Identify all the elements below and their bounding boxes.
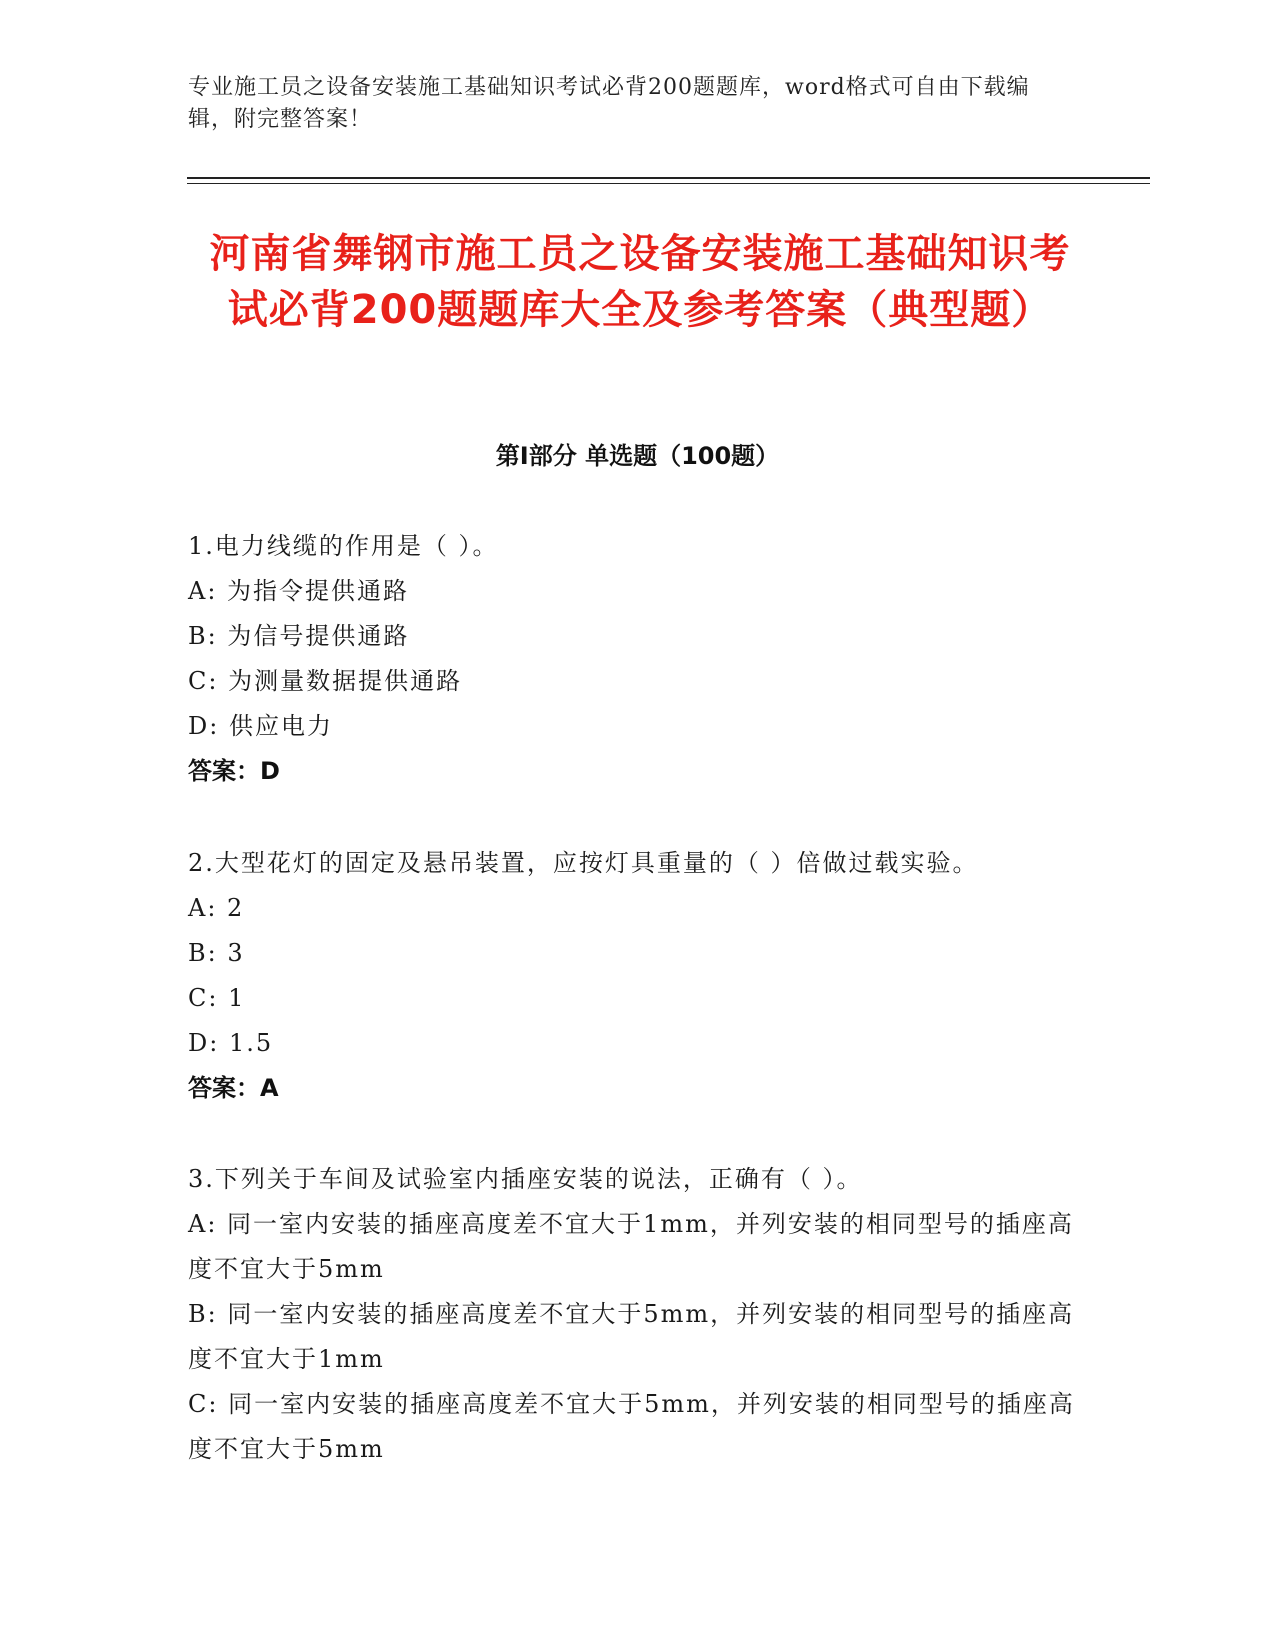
option-d: D: 1.5 bbox=[188, 1029, 274, 1057]
option-c: C: 1 bbox=[188, 984, 246, 1012]
answer-line: 答案：D bbox=[188, 757, 280, 785]
question-stem: 3.下列关于车间及试验室内插座安装的说法，正确有（ ）。 bbox=[188, 1165, 863, 1193]
option-c: C: 为测量数据提供通路 bbox=[188, 667, 463, 695]
answer-line: 答案：A bbox=[188, 1074, 279, 1102]
section-title: 第I部分 单选题（100题） bbox=[495, 442, 780, 470]
question-block bbox=[188, 524, 1088, 794]
option-c: C: 同一室内安装的插座高度差不宜大于5mm，并列安装的相同型号的插座高度不宜大于5mm bbox=[188, 1390, 1075, 1463]
option-b: B: 为信号提供通路 bbox=[188, 622, 410, 650]
option-d: D: 供应电力 bbox=[188, 712, 333, 740]
question-block bbox=[188, 841, 1088, 1111]
header-divider-thin bbox=[187, 183, 1150, 184]
header-divider-thick bbox=[187, 177, 1150, 179]
option-a: A: 为指令提供通路 bbox=[188, 577, 410, 605]
option-a: A: 2 bbox=[188, 894, 245, 922]
document-title: 河南省舞钢市施工员之设备安装施工基础知识考试必背200题题库大全及参考答案（典型题） bbox=[209, 231, 1071, 333]
option-b: B: 3 bbox=[188, 939, 245, 967]
question-stem: 1.电力线缆的作用是（ ）。 bbox=[188, 532, 499, 560]
question-block bbox=[188, 1157, 1088, 1472]
option-a: A: 同一室内安装的插座高度差不宜大于1mm，并列安装的相同型号的插座高度不宜大于5mm bbox=[188, 1210, 1074, 1283]
question-stem: 2.大型花灯的固定及悬吊装置，应按灯具重量的（ ）倍做过载实验。 bbox=[188, 849, 979, 877]
option-b: B: 同一室内安装的插座高度差不宜大于5mm，并列安装的相同型号的插座高度不宜大于1mm bbox=[188, 1300, 1075, 1373]
header-note: 专业施工员之设备安装施工基础知识考试必背200题题库，word格式可自由下载编辑，附完整答案！ bbox=[188, 75, 1030, 132]
